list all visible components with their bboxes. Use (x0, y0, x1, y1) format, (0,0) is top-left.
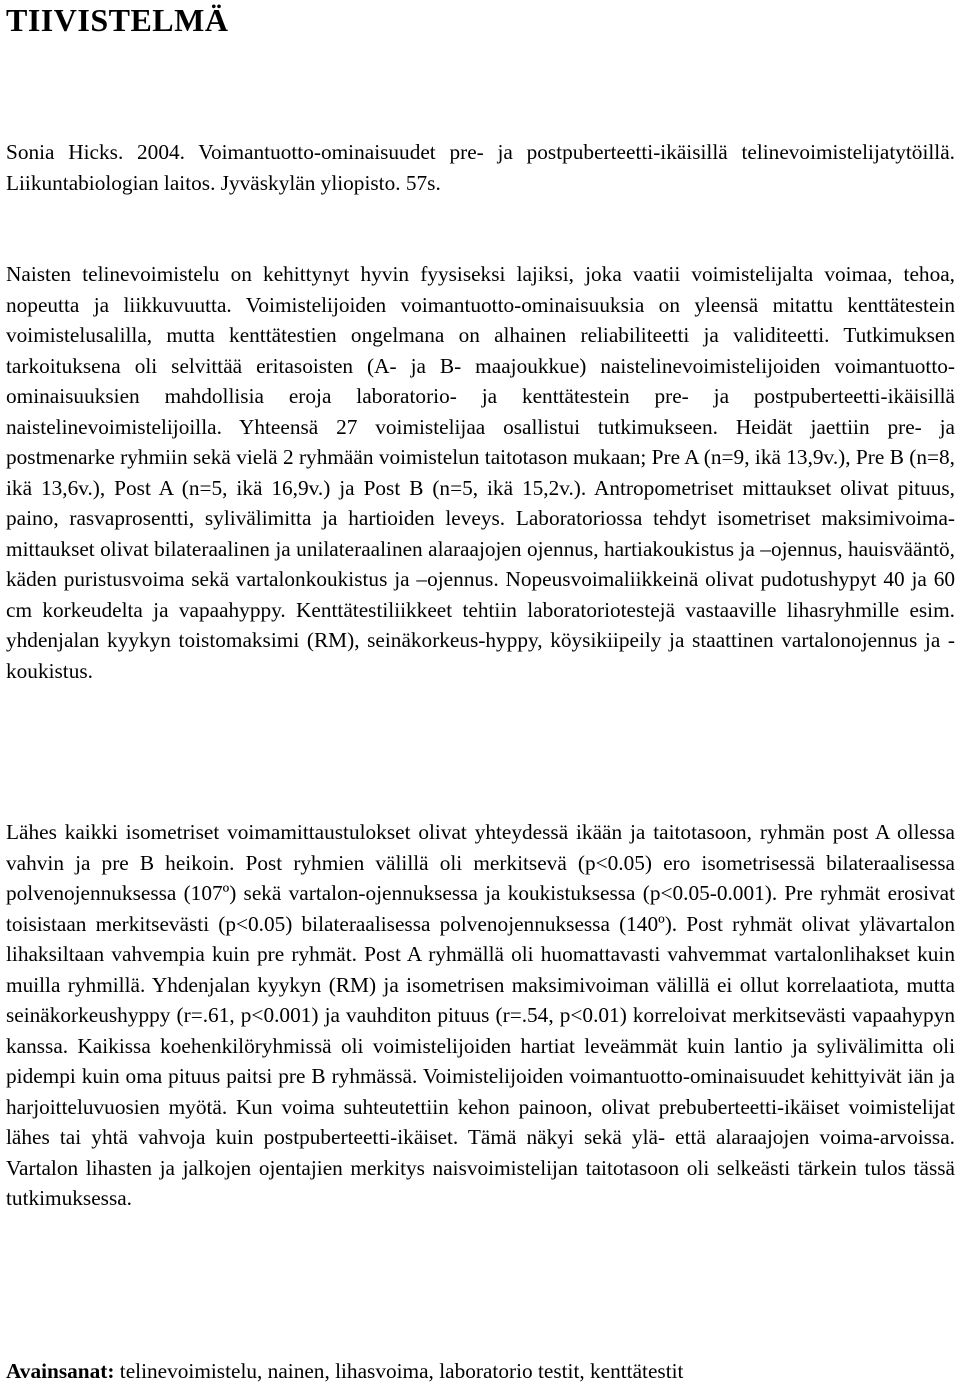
keywords-list: telinevoimistelu, nainen, lihasvoima, laboratorio testit, kenttätestit (114, 1359, 684, 1383)
keywords-label: Avainsanat: (6, 1359, 115, 1383)
page-title: TIIVISTELMÄ (6, 2, 229, 38)
abstract-paragraph: Naisten telinevoimistelu on kehittynyt hyvin fyysiseksi lajiksi, joka vaatii voimistelijalta voimaa, tehoa, nopeutta ja liikkuvuutta. Voimistelijoiden voimantuotto-ominaisuuksia on yleensä mitattu kenttätestein voimistelusalilla, mutta kenttätestien ongelmana on alhainen reliabiliteetti ja validiteetti. Tutkimuksen tarkoituksena oli selvittää eritasoisten (A- ja B- maajoukkue) naistelinevoimistelijoiden voimantuotto-ominaisuuksien mahdollisia eroja laboratorio- ja kenttätestein pre- ja postpuberteetti-ikäisillä naistelinevoimistelijoilla. Yhteensä 27 voimistelijaa osallistui tutkimukseen. Heidät jaettiin pre- ja postmenarke ryhmiin sekä vielä 2 ryhmään voimistelun taitotason mukaan; Pre A (n=9, ikä 13,9v.), Pre B (n=8, ikä 13,6v.), Post A (n=5, ikä 16,9v.) ja Post B (n=5, ikä 15,2v.). Antropometriset mittaukset olivat pituus, paino, rasvaprosentti, sylivälimitta ja hartioiden leveys. Laboratoriossa tehdyt isometriset maksimivoima-mittaukset olivat bilateraalinen ja unilateraalinen alaraajojen ojennus, hartiakoukistus ja –ojennus, hauisvääntö, käden puristusvoima sekä vartalonkoukistus ja –ojennus. Nopeusvoimaliikkeinä olivat pudotushypyt 40 ja 60 cm korkeudelta ja vapaahyppy. Kenttätestiliikkeet tehtiin laboratoriotestejä vastaaville lihasryhmille esim. yhdenjalan kyykyn toistomaksimi (RM), seinäkorkeus-hyppy, köysikiipeily ja staattinen vartalonojennus ja -koukistus. (6, 262, 955, 683)
results-paragraph: Lähes kaikki isometriset voimamittaustulokset olivat yhteydessä ikään ja taitotasoon, ryhmän post A ollessa vahvin ja pre B heikoin. Post ryhmien välillä oli merkitsevä (p<0.05) ero isometrisessä bilateraalisessa polvenojennuksessa (107º) sekä vartalon-ojennuksessa ja koukistuksessa (p<0.05-0.001). Pre ryhmät erosivat toisistaan merkitsevästi (p<0.05) bilateraalisessa polvenojennuksessa (140º). Post ryhmät olivat ylävartalon lihaksiltaan vahvempia kuin pre ryhmät. Post A ryhmällä oli huomattavasti vahvemmat vartalonlihakset kuin muilla ryhmillä. Yhdenjalan kyykyn (RM) ja isometrisen maksimivoiman välillä ei ollut korrelaatiota, mutta seinäkorkeushyppy (r=.61, p<0.001) ja vauhditon pituus (r=.54, p<0.01) korreloivat merkitsevästi vapaahypyn kanssa. Kaikissa koehenkilöryhmissä oli voimistelijoiden hartiat leveämmät kuin lantio ja sylivälimitta oli pidempi kuin oma pituus paitsi pre B ryhmässä. Voimistelijoiden voimantuotto-ominaisuudet kehittyivät iän ja harjoitteluvuosien myötä. Kun voima suhteutettiin kehon painoon, olivat prebuberteetti-ikäiset voimistelijat lähes tai yhtä vahvoja kuin postpuberteetti-ikäiset. Tämä näkyi sekä ylä- että alaraajojen voima-arvoissa. Vartalon lihasten ja jalkojen ojentajien merkitys naisvoimistelijan taitotasoon oli selkeästi tärkein tulos tässä tutkimuksessa. (6, 820, 955, 1210)
citation-paragraph: Sonia Hicks. 2004. Voimantuotto-ominaisuudet pre- ja postpuberteetti-ikäisillä telinevoimistelijatytöillä. Liikuntabiologian laitos. Jyväskylän yliopisto. 57s. (6, 140, 955, 195)
keywords-line (6, 1356, 955, 1386)
